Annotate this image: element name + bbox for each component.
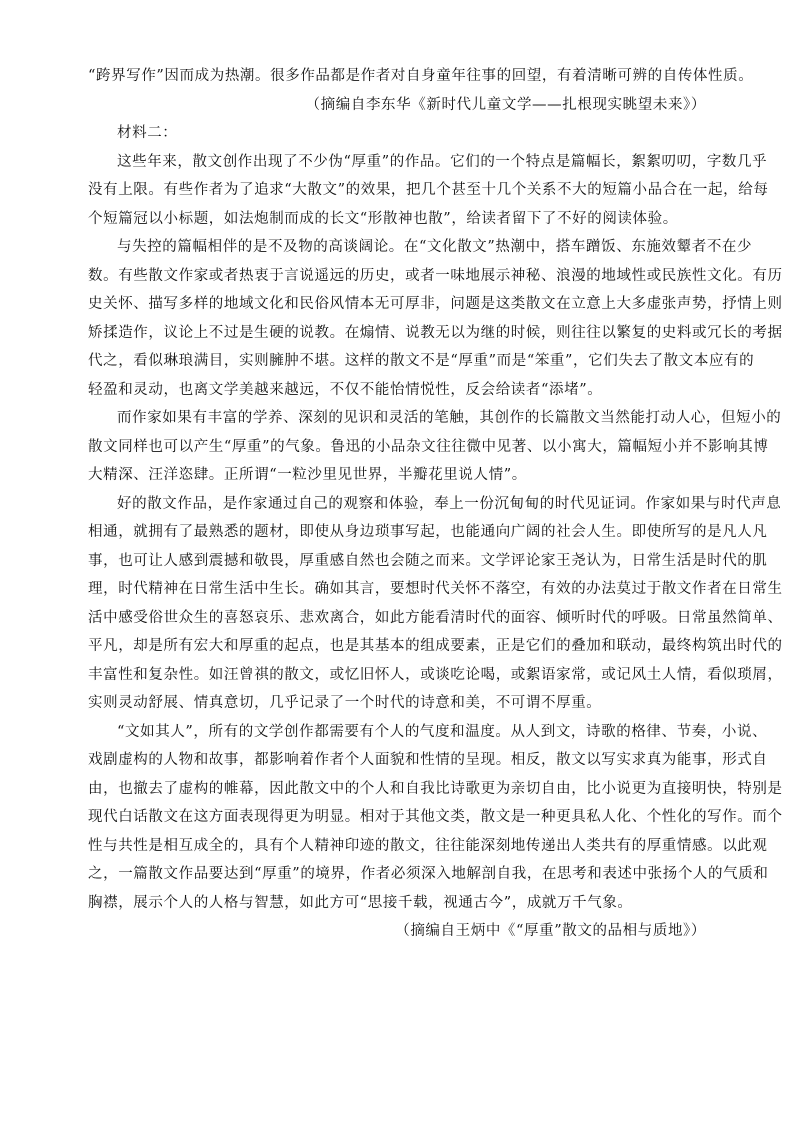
paragraph-line: 活中感受俗世众生的喜怒哀乐、悲欢离合，如此方能看清时代的面容、倾听时代的呼吸。日常虽然简单、 — [88, 609, 783, 626]
paragraph-line: 理，时代精神在日常生活中生长。确如其言，要想时代关怀不落空，有效的办法莫过于散文作者在日常生 — [88, 581, 783, 597]
paragraph-line: 没有上限。有些作者为了追求“大散文”的效果，把几个甚至十几个关系不大的短篇小品合在一起，给每 — [88, 182, 769, 198]
paragraph-line: 而作家如果有丰富的学养、深刻的见识和灵活的笔触，其创作的长篇散文当然能打动人心，但短小的 — [117, 410, 782, 426]
material1-tail-line: “跨界写作”因而成为热潮。很多作品都是作者对自身童年往事的回望，有着清晰可辨的自传体性质。 — [88, 68, 754, 84]
paragraph-line: 与失控的篇幅相伴的是不及物的高谈阔论。在“文化散文”热潮中，搭车蹭饭、东施效颦者不在少 — [117, 239, 753, 255]
paragraph-line: 轻盈和灵动，也离文学美越来越远，不仅不能怡情悦性，反会给读者“添堵”。 — [88, 381, 603, 398]
paragraph-line: 相通，就拥有了最熟悉的题材，即使从身边琐事写起，也能通向广阔的社会人生。即使所写的是凡人凡 — [88, 524, 768, 540]
paragraph-line: 代之，看似琳琅满目，实则臃肿不堪。这样的散文不是“厚重”而是“笨重”，它们失去了散文本应有的 — [88, 353, 755, 369]
paragraph-line: 现代白话散文在这方面表现得更为明显。相对于其他文类，散文是一种更具私人化、个性化的写作。而个 — [88, 809, 783, 825]
paragraph-line: 这些年来，散文创作出现了不少伪“厚重”的作品。它们的一个特点是篇幅长，絮絮叨叨，字数几乎 — [117, 153, 768, 170]
paragraph-line: 之，一篇散文作品要达到“厚重”的境界，作者必须深入地解剖自我，在思考和表述中张扬个人的气质和 — [88, 866, 769, 882]
material1-source: （摘编自李东华《新时代儿童文学——扎根现实眺望未来》） — [305, 96, 706, 113]
paragraph-line: 个短篇冠以小标题，如法炮制而成的长文“形散神也散”，给读者留下了不好的阅读体验。 — [88, 210, 678, 227]
paragraph-line: 好的散文作品，是作家通过自己的观察和体验，奉上一份沉甸甸的时代见证词。作家如果与时代声息 — [117, 495, 782, 512]
paragraph-line: 性与共性是相互成全的，具有个人精神印迹的散文，往往能深刻地传递出人类共有的厚重情感。以此观 — [88, 837, 768, 854]
paragraph-line: “文如其人”，所有的文学创作都需要有个人的气度和温度。从人到文，诗歌的格律、节奏，小说、 — [117, 723, 768, 740]
material2-paragraph-2 — [88, 233, 783, 404]
paragraph-line: 实则灵动舒展、情真意切，几乎记录了一个时代的诗意和美，不可谓不厚重。 — [88, 695, 602, 711]
paragraph-line: 矫揉造作，议论上不过是生硬的说教。在煽情、说教无以为继的时候，则往往以繁复的史料或冗长的考据 — [88, 324, 783, 341]
material2-paragraph-4 — [88, 490, 783, 718]
material2-paragraph-3 — [88, 404, 782, 490]
paragraph-line: 数。有些散文作家或者热衷于言说遥远的历史，或者一味地展示神秘、浪漫的地域性或民族性文化。有历 — [88, 267, 783, 284]
paragraph-line: 散文同样也可以产生“厚重”的气象。鲁迅的小品杂文往往微中见著、以小寓大，篇幅短小并不影响其博 — [88, 438, 769, 455]
paragraph-line: 大精深、汪洋恣肆。正所谓“一粒沙里见世界，半瓣花里说人情”。 — [88, 467, 527, 483]
paragraph-line: 戏剧虚构的人物和故事，都影响着作者个人面貌和性情的呈现。相反，散文以写实求真为能事，形式自 — [88, 752, 768, 768]
document-page — [88, 62, 783, 946]
paragraph-line: 平凡，却是所有宏大和厚重的起点，也是其基本的组成要素，正是它们的叠加和联动，最终构筑出时代的 — [88, 638, 783, 654]
paragraph-line: 史关怀、描写多样的地域文化和民俗风情本无可厚非，问题是这类散文在立意上大多虚张声势，抒情上则 — [88, 296, 783, 312]
material2-paragraph-5 — [88, 718, 783, 918]
paragraph-line: 丰富性和复杂性。如汪曾祺的散文，或忆旧怀人，或谈吃论喝，或絮语家常，或记风土人情，看似琐屑， — [88, 666, 783, 683]
material2-heading: 材料二： — [117, 125, 178, 141]
material2-paragraph-1 — [88, 148, 769, 234]
paragraph-line: 事，也可让人感到震撼和敬畏，厚重感自然也会随之而来。文学评论家王尧认为，日常生活是时代的肌 — [88, 552, 768, 569]
paragraph-line: 胸襟，展示个人的人格与智慧，如此方可“思接千载，视通古今”，成就万千气象。 — [88, 894, 633, 911]
paragraph-line: 由，也撤去了虚构的帷幕，因此散文中的个人和自我比诗歌更为亲切自由，比小说更为直接明快，特别是 — [88, 780, 783, 797]
material2-source: （摘编自王炳中《“厚重”散文的品相与质地》） — [395, 923, 706, 939]
